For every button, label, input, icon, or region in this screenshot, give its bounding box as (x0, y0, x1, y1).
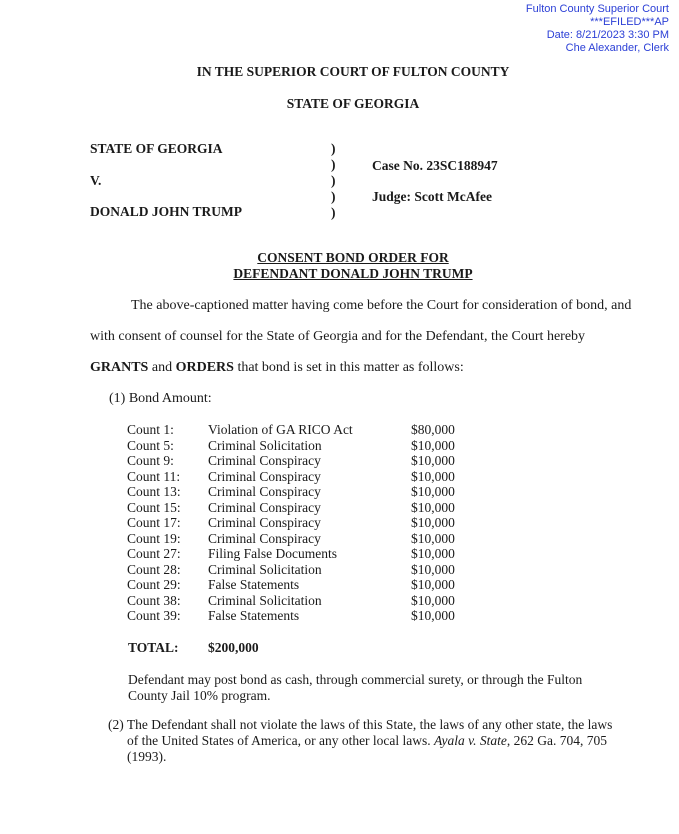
count-charge: Criminal Solicitation (208, 437, 322, 453)
count-charge: Criminal Conspiracy (208, 484, 321, 499)
count-amount: $10,000 (411, 592, 455, 608)
count-row (127, 531, 471, 547)
count-row (127, 484, 471, 500)
caption-parens (331, 141, 336, 221)
count-row (127, 438, 471, 454)
count-row (127, 515, 471, 531)
orders-word: ORDERS (175, 360, 234, 375)
bond-post-line1: Defendant may post bond as cash, through commercial surety, or through the Fulton (128, 672, 583, 687)
count-amount: $10,000 (411, 530, 455, 546)
paren: ) (331, 157, 336, 172)
count-number: Count 27: (127, 546, 181, 561)
intro-line2: with consent of counsel for the State of Georgia and for the Defendant, the Court hereby (90, 329, 586, 344)
count-charge: Criminal Conspiracy (208, 530, 321, 546)
count-charge: Criminal Solicitation (208, 592, 322, 608)
grants-word: GRANTS (90, 360, 149, 375)
count-amount: $10,000 (411, 437, 455, 453)
bond-post-paragraph (128, 672, 648, 704)
bond-counts-table (127, 422, 471, 624)
count-charge: Criminal Solicitation (208, 561, 322, 577)
count-amount: $80,000 (411, 422, 455, 437)
caption-versus: V. (90, 173, 102, 188)
count-amount: $10,000 (411, 608, 455, 623)
condition2-line1: (2) The Defendant shall not violate the laws of this State, the laws of any other state, the laws (108, 717, 613, 732)
stamp-court: Fulton County Superior Court (525, 3, 669, 15)
count-row (127, 562, 471, 578)
count-amount: $10,000 (411, 546, 455, 561)
intro-rest: that bond is set in this matter as follows: (233, 360, 464, 375)
case-citation: Ayala v. State (434, 733, 507, 748)
order-title-line2: DEFENDANT DONALD JOHN TRUMP (233, 266, 473, 281)
paren: ) (331, 173, 336, 188)
condition2-text: of the United States of America, or any other local laws. (127, 733, 435, 748)
count-row (127, 546, 471, 562)
count-charge: Violation of GA RICO Act (208, 422, 353, 437)
and-word: and (148, 360, 176, 375)
total-value: $200,000 (208, 640, 259, 655)
count-number: Count 39: (127, 608, 181, 623)
count-number: Count 28: (127, 561, 181, 577)
count-amount: $10,000 (411, 468, 455, 484)
state-heading: STATE OF GEORGIA (286, 96, 420, 111)
bond-heading: (1) Bond Amount: (109, 391, 212, 406)
count-charge: Filing False Documents (208, 546, 337, 561)
count-charge: False Statements (208, 608, 300, 623)
count-number: Count 38: (127, 592, 181, 608)
count-amount: $10,000 (411, 515, 455, 530)
paren: ) (331, 141, 336, 156)
count-charge: Criminal Conspiracy (208, 515, 321, 530)
count-amount: $10,000 (411, 453, 455, 468)
count-number: Count 9: (127, 453, 174, 468)
stamp-efiled: ***EFILED***AP (590, 16, 669, 28)
count-number: Count 11: (127, 468, 181, 484)
condition2-line2 (127, 733, 607, 749)
efile-stamp (526, 3, 669, 55)
count-number: Count 15: (127, 499, 181, 515)
count-charge: False Statements (208, 577, 300, 592)
count-number: Count 5: (127, 437, 174, 453)
order-title-line1: CONSENT BOND ORDER FOR (257, 250, 449, 265)
case-number: Case No. 23SC188947 (372, 158, 498, 173)
court-heading: IN THE SUPERIOR COURT OF FULTON COUNTY (196, 64, 510, 79)
count-row (127, 453, 471, 469)
count-charge: Criminal Conspiracy (208, 499, 321, 515)
count-amount: $10,000 (411, 484, 455, 499)
count-row (127, 422, 471, 438)
caption-defendant: DONALD JOHN TRUMP (90, 204, 243, 219)
intro-line3 (90, 360, 464, 376)
count-row (127, 469, 471, 485)
judge-name: Judge: Scott McAfee (372, 189, 492, 204)
paren: ) (331, 205, 336, 220)
count-amount: $10,000 (411, 499, 455, 515)
paren: ) (331, 189, 336, 204)
count-number: Count 29: (127, 577, 181, 592)
count-number: Count 19: (127, 530, 181, 546)
count-row (127, 577, 471, 593)
count-amount: $10,000 (411, 561, 455, 577)
bond-counts-body (127, 422, 471, 624)
caption-plaintiff: STATE OF GEORGIA (90, 141, 223, 156)
condition2-cite-end: , 262 Ga. 704, 705 (506, 733, 608, 748)
count-charge: Criminal Conspiracy (208, 453, 321, 468)
stamp-date: Date: 8/21/2023 3:30 PM (546, 29, 669, 41)
count-number: Count 17: (127, 515, 181, 530)
stamp-clerk: Che Alexander, Clerk (565, 42, 669, 54)
total-label: TOTAL: (128, 640, 179, 655)
count-number: Count 1: (127, 422, 174, 437)
count-row (127, 500, 471, 516)
bond-post-line2: County Jail 10% program. (128, 688, 271, 703)
count-number: Count 13: (127, 484, 181, 499)
count-row (127, 608, 471, 624)
intro-line1: The above-captioned matter having come before the Court for consideration of bond, and (131, 298, 632, 313)
count-amount: $10,000 (411, 577, 455, 592)
count-charge: Criminal Conspiracy (208, 468, 321, 484)
count-row (127, 593, 471, 609)
condition2-line3: (1993). (127, 749, 167, 764)
